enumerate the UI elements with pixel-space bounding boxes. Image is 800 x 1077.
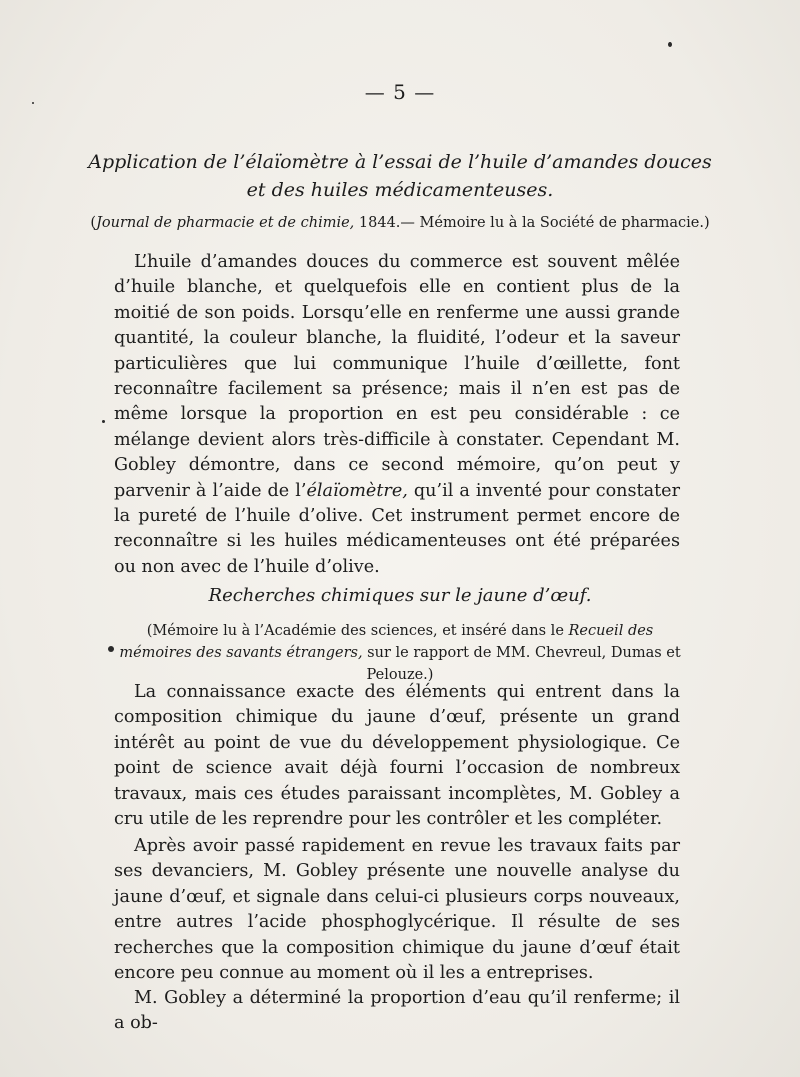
section1-title-line2: et des huiles médicamenteuses. — [246, 179, 554, 201]
section1-paragraph — [114, 250, 680, 580]
section1-para-italic: élaïomètre, — [306, 480, 408, 501]
source-rest: 1844.— Mémoire lu à la Société de pharmacie.) — [354, 215, 710, 231]
section2-paragraph-3 — [114, 986, 680, 1037]
section2-source-part2: sur le rapport de MM. Chevreul, Dumas et Pelouze.) — [362, 645, 681, 683]
section2-paragraph-2 — [114, 834, 680, 986]
section2-para3-text: M. Gobley a déterminé la proportion d’eau qu’il renferme; il a ob- — [114, 988, 680, 1034]
section2-paragraph-1 — [114, 680, 680, 832]
section1-para-start: L’huile d’amandes douces du commerce est souvent mêlée d’huile blanche, et quelquefois elle en contient plus de la moitié de son poids. Lorsqu’elle en renferme une aussi grande quantité, la couleur blanche, la fluidité, l’odeur et la saveur particulières que lui communique l’huile d’œillette, font reconnaître facilement sa présence; mais il n’en est pas de même lorsque la proportion en est peu considérable : ce mélange devient alors très-difficile à constater. Cependant M. Gobley démontre, dans ce second mémoire, qu’on peut y parvenir à l’aide de l’ — [114, 252, 680, 501]
section2-para1-text: La connaissance exacte des éléments qui entrent dans la composition chimique du jaune d’œuf, présente un grand intérêt au point de vue du développement physiologique. Ce point de science avait déjà fourni l’occasion de nombreux travaux, mais ces études paraissant incomplètes, M. Gobley a cru utile de les reprendre pour les contrôler et les compléter. — [114, 682, 680, 830]
section1-source — [80, 212, 720, 235]
source-open-paren: ( — [90, 215, 97, 231]
paper-speck — [668, 42, 672, 47]
section2-source — [110, 620, 690, 686]
paper-speck — [102, 420, 105, 423]
paper-speck — [32, 102, 34, 104]
section2-title: Recherches chimiques sur le jaune d’œuf. — [208, 585, 592, 606]
section1-para-end: qu’il a inventé pour constater la pureté de l’huile d’olive. Cet instrument permet encore de reconnaître si les huiles médicamenteuses ont été préparées ou non avec de l’huile d’olive. — [114, 480, 680, 577]
source-journal: Journal de pharmacie et de chimie, — [96, 215, 355, 231]
paper-speck — [108, 646, 114, 652]
section1-title-line1: Application de l’élaïomètre à l’essai de l’huile d’amandes douces — [88, 151, 712, 173]
section2-para2-text: Après avoir passé rapidement en revue les travaux faits par ses devanciers, M. Gobley présente une nouvelle analyse du jaune d’œuf, et signale dans celui-ci plusieurs corps nouveaux, entre autres l’acide phosphoglycérique. Il résulte de ses recherches que la composition chimique du jaune d’œuf était encore peu connue au moment où il les a entreprises. — [114, 836, 680, 984]
page-number: — 5 — — [364, 80, 436, 104]
section2-source-part1: (Mémoire lu à l’Académie des sciences, et inséré dans le — [146, 623, 569, 639]
section2-source-italic: Recueil des mémoires des savants étrangers, — [119, 623, 654, 661]
